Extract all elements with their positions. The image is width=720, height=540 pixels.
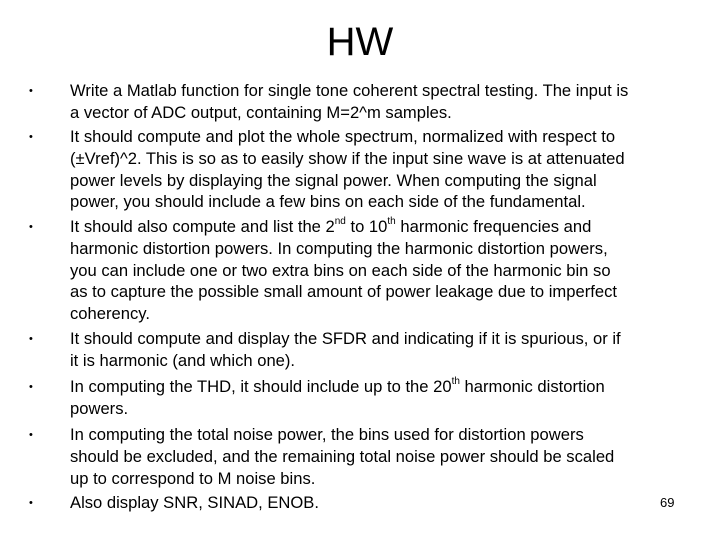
text-segment: In computing the THD, it should include up to the 20 bbox=[70, 377, 452, 396]
bullet-line-with-superscripts bbox=[70, 376, 690, 398]
bullet-line: It should compute and display the SFDR and indicating if it is spurious, or if bbox=[70, 329, 621, 348]
bullet-icon: • bbox=[29, 497, 33, 509]
superscript: nd bbox=[334, 216, 346, 228]
bullet-line-with-superscripts bbox=[70, 216, 690, 238]
text-segment: harmonic frequencies and bbox=[395, 217, 592, 236]
bullet-line: you can include one or two extra bins on each side of the harmonic bin so bbox=[70, 260, 611, 280]
bullet-text bbox=[70, 216, 690, 325]
bullet-line: it is harmonic (and which one). bbox=[70, 350, 296, 370]
bullet-line: It should compute and plot the whole spectrum, normalized with respect to bbox=[70, 127, 616, 146]
bullet-text bbox=[70, 328, 690, 372]
bullet-line: a vector of ADC output, containing M=2^m samples. bbox=[70, 102, 452, 122]
bullet-icon: • bbox=[29, 333, 33, 345]
text-segment: It should also compute and list the 2 bbox=[70, 217, 335, 236]
bullet-line: should be excluded, and the remaining total noise power should be scaled bbox=[70, 446, 615, 466]
bullet-icon: • bbox=[29, 429, 33, 441]
bullet-line: powers. bbox=[70, 398, 129, 418]
bullet-line: up to correspond to M noise bins. bbox=[70, 468, 316, 488]
bullet-text bbox=[70, 80, 690, 124]
bullet-line: In computing the total noise power, the bins used for distortion powers bbox=[70, 425, 584, 444]
slide-title: HW bbox=[326, 20, 394, 64]
page-number: 69 bbox=[660, 495, 675, 510]
bullet-text bbox=[70, 492, 690, 514]
bullet-icon: • bbox=[29, 131, 33, 143]
superscript: th bbox=[451, 376, 460, 388]
text-segment: harmonic distortion bbox=[459, 377, 605, 396]
bullet-line: harmonic distortion powers. In computing the harmonic distortion powers, bbox=[70, 238, 608, 258]
bullet-text bbox=[70, 376, 690, 420]
superscript: th bbox=[387, 216, 396, 228]
text-segment: to 10 bbox=[345, 217, 388, 236]
bullet-icon: • bbox=[29, 85, 33, 97]
bullet-line: (±Vref)^2. This is so as to easily show if the input sine wave is at attenuated bbox=[70, 148, 625, 168]
bullet-line: Also display SNR, SINAD, ENOB. bbox=[70, 493, 319, 512]
bullet-text bbox=[70, 424, 690, 489]
bullet-icon: • bbox=[29, 381, 33, 393]
bullet-text bbox=[70, 126, 690, 213]
bullet-line: coherency. bbox=[70, 304, 150, 324]
bullet-line: Write a Matlab function for single tone coherent spectral testing. The input is bbox=[70, 81, 629, 100]
bullet-line: power levels by displaying the signal power. When computing the signal bbox=[70, 170, 597, 190]
bullet-line: as to capture the possible small amount of power leakage due to imperfect bbox=[70, 282, 617, 302]
bullet-icon: • bbox=[29, 221, 33, 233]
bullet-line: power, you should include a few bins on each side of the fundamental. bbox=[70, 192, 586, 212]
